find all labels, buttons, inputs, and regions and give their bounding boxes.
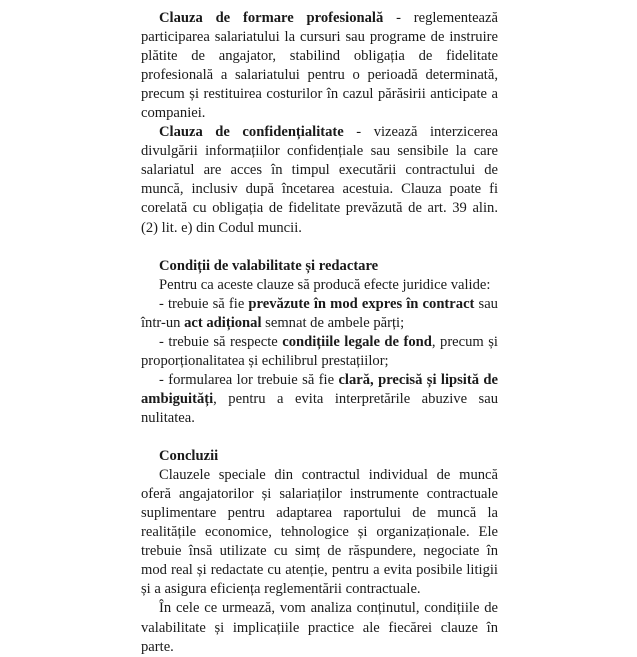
paragraph-clauza-formare [141,9,498,123]
section-gap [141,428,498,447]
list-item-prefix: - [159,333,169,350]
list-item-1 [141,295,498,333]
list-item-text-plain: , precum și proporționalitatea și echilibrul prestațiilor; [141,333,498,369]
paragraph-clauza-confidentialitate [141,123,498,237]
list-item-text-plain: , pentru a evita interpretările abuzive sau nulitatea. [141,390,498,426]
paragraph-body: vizează interzicerea divulgării informațiilor confidențiale sau sensibile la care salariatul are acces în timpul executării contractului de muncă, inclusiv după încetarea acestuia. Clauza poate fi corelată cu obligația de fidelitate prevăzută de art. 39 alin. (2) lit. e) din Codul muncii. [141,124,498,236]
section-gap [141,238,498,257]
list-item-2 [141,333,498,371]
list-item-prefix: - [159,371,169,388]
lead-term-clauza-confidentialitate: Clauza de confidențialitate [159,124,344,141]
list-item-text-bold: act adițional [184,314,262,331]
list-item-text-plain: sau într-un [141,295,498,331]
heading-conditii-valabilitate: Condiții de valabilitate și redactare [159,257,379,274]
list-item-prefix: - [159,295,168,312]
list-item-text-plain: trebuie să fie [167,295,249,312]
list-item-3 [141,371,498,428]
list-item-text-plain: formularea lor trebuie să fie [168,371,339,388]
list-item-text-bold: condițiile legale de fond [282,333,432,350]
separator-dash: - [343,124,374,141]
paragraph-concluzii-1: Clauzele speciale din contractul individual de muncă oferă angajatorilor și salariaților instrumente contractuale suplimentare pentru adaptarea raportului de muncă la realitățile economice, tehnologice și organizaționale. Ele trebuie însă utilizate cu simț de răspundere, negociate în mod real și redactate cu atenție, pentru a evita posibile litigii și a asigura eficiența reglementării contractuale. [141,467,498,598]
separator-dash: - [383,10,414,26]
list-item-text-plain: trebuie să respecte [168,333,283,350]
list-item-text-plain: semnat de ambele părți; [261,314,405,331]
heading-concluzii: Concluzii [159,448,219,465]
paragraph-intro-conditii: Pentru ca aceste clauze să producă efecte juridice valide: [159,276,491,293]
list-item-text-bold: clară, precisă și lipsită de ambiguități [141,371,498,407]
paragraph-body: reglementează participarea salariatului la cursuri sau programe de instruire plătite de angajator, stabilind obligația de fidelitate profesională a salariatului pentru o perioadă determinată, precum și restituirea costurilor în cazul părăsirii anticipate a companiei. [141,10,498,122]
list-item-text-bold: prevăzute în mod expres în contract [248,295,475,312]
text-column [141,9,498,657]
paragraph-concluzii-2: În cele ce urmează, vom analiza conținutul, condițiile de valabilitate și implicațiile practice ale fiecărei clauze în parte. [141,600,498,655]
lead-term-clauza-formare: Clauza de formare profesională [159,10,384,26]
